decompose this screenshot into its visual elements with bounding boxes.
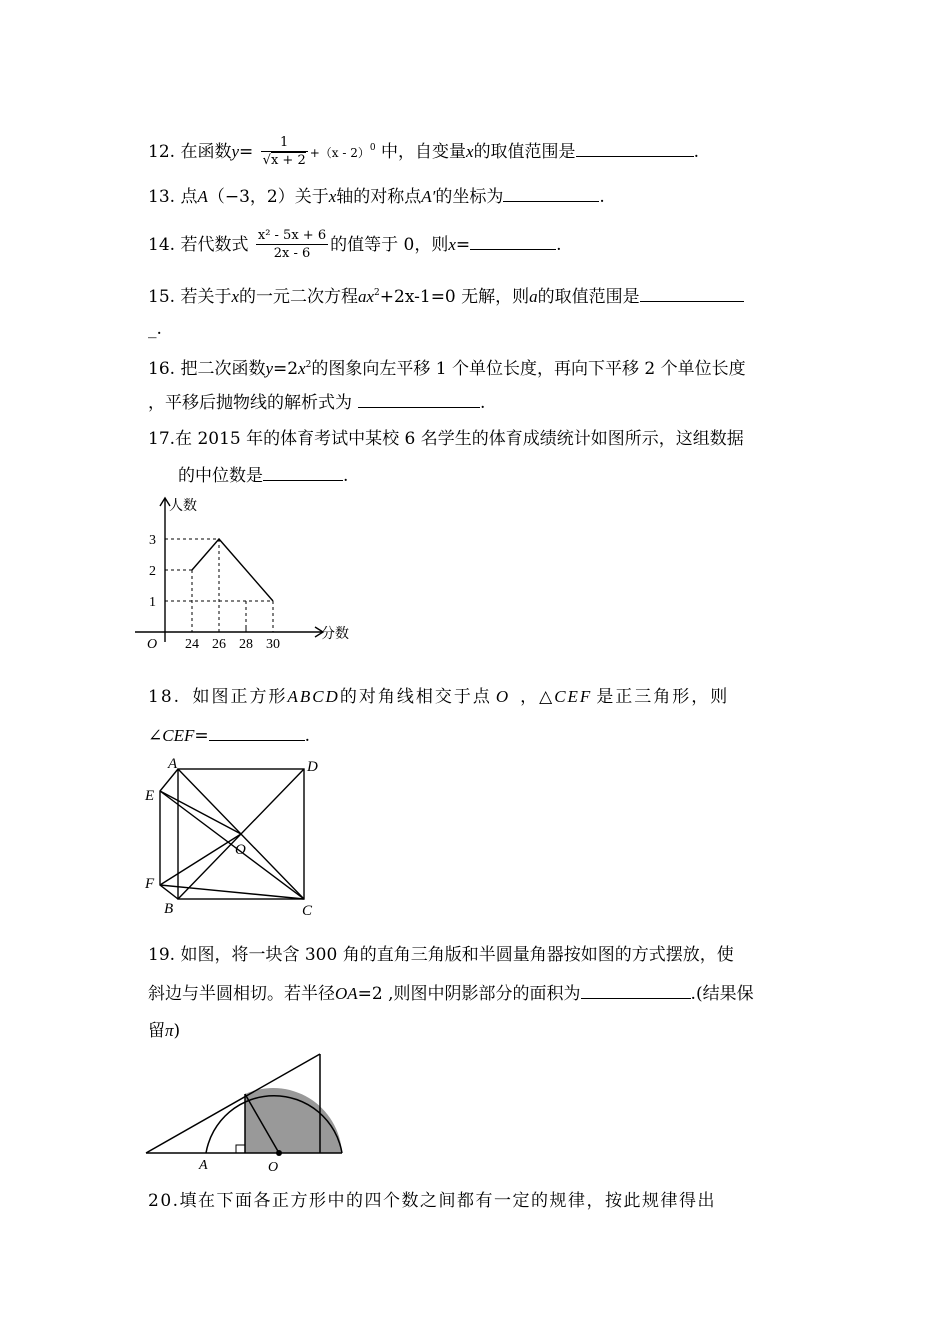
x-tick-label: 28	[239, 637, 253, 652]
segment-eo	[160, 791, 241, 834]
center-point	[276, 1150, 282, 1156]
origin-label: O	[147, 637, 158, 652]
question-16-line1: 16. 把二次函数$y=2x^2$的图象向左平移 1 个单位长度，再向下平移 2 个单位长度	[148, 359, 746, 379]
question-19-line3: 留π)	[148, 1021, 181, 1041]
square-figure	[140, 755, 330, 920]
answer-blank[interactable]	[503, 185, 599, 202]
question-16-line2: ，平移后抛物线的解析式为 .	[148, 393, 486, 413]
answer-blank[interactable]	[640, 285, 744, 302]
triangle-semicircle-figure	[140, 1045, 360, 1175]
y-axis-label: 人数	[169, 499, 197, 514]
x-tick-label: 24	[185, 637, 199, 652]
x-axis-label: 分数	[321, 627, 349, 642]
y-tick-label: 2	[149, 564, 156, 579]
label-d: D	[307, 759, 318, 775]
label-e: E	[145, 788, 155, 804]
question-17-line2: 的中位数是 .	[178, 466, 349, 486]
answer-blank[interactable]	[581, 982, 691, 999]
answer-blank[interactable]	[209, 724, 305, 741]
label-o: O	[268, 1160, 279, 1175]
y-tick-label: 1	[149, 595, 156, 610]
question-12: 12. 在函数y= $\frac{1}{√x + 2}$ +（x - 2）$^0$ 中，自变量x的取值范围是 .	[148, 135, 699, 168]
right-angle-mark	[236, 1145, 245, 1153]
series-line	[192, 539, 273, 601]
question-20-line1: 20.填在下面各正方形中的四个数之间都有一定的规律，按此规律得出	[148, 1191, 717, 1211]
segment-fo	[160, 834, 241, 885]
label-o: O	[235, 842, 246, 858]
question-13: 13. 点A（−3，2）关于x轴的对称点A′的坐标为 .	[148, 187, 605, 207]
x-tick-label: 26	[212, 637, 226, 652]
question-14: 14. 若代数式 $\frac{\text{x² - 5x + 6}}{2x - 6}$ 的值等于 0，则x= .	[148, 228, 562, 261]
label-b: B	[164, 901, 174, 917]
line-chart	[135, 492, 365, 662]
label-c: C	[302, 903, 313, 919]
answer-blank[interactable]	[263, 464, 343, 481]
fraction: $\frac{\text{x² - 5x + 6}}{2x - 6}$	[257, 228, 327, 261]
label-a: A	[199, 1158, 208, 1173]
x-tick-label: 30	[266, 637, 280, 652]
answer-blank[interactable]	[470, 233, 556, 250]
y-tick-label: 3	[149, 533, 156, 548]
question-18-line2: ∠CEF= .	[148, 726, 311, 746]
segment-fc	[160, 885, 304, 899]
question-15-cont: _.	[148, 319, 162, 339]
label-a: A	[168, 756, 178, 772]
question-19-line2: 斜边与半圆相切。若半径OA=2 ,则图中阴影部分的面积为 .(结果保	[148, 984, 754, 1004]
label-f: F	[145, 876, 155, 892]
question-19-line1: 19. 如图，将一块含 300 角的直角三角版和半圆量角器按如图的方式摆放，使	[148, 945, 734, 965]
question-18-line1: 18. 如图正方形ABCD的对角线相交于点 O ，△CEF 是正三角形，则	[148, 687, 730, 707]
segment-ec	[160, 791, 304, 899]
fraction: $\frac{1}{√x + 2}$	[262, 135, 306, 168]
answer-blank[interactable]	[358, 391, 480, 408]
question-17-line1: 17.在 2015 年的体育考试中某校 6 名学生的体育成绩统计如图所示，这组数据	[148, 429, 744, 449]
question-15: 15. 若关于x的一元二次方程$ax^2+2x-1=0$ 无解，则a的取值范围是	[148, 282, 744, 308]
answer-blank[interactable]	[576, 140, 694, 157]
